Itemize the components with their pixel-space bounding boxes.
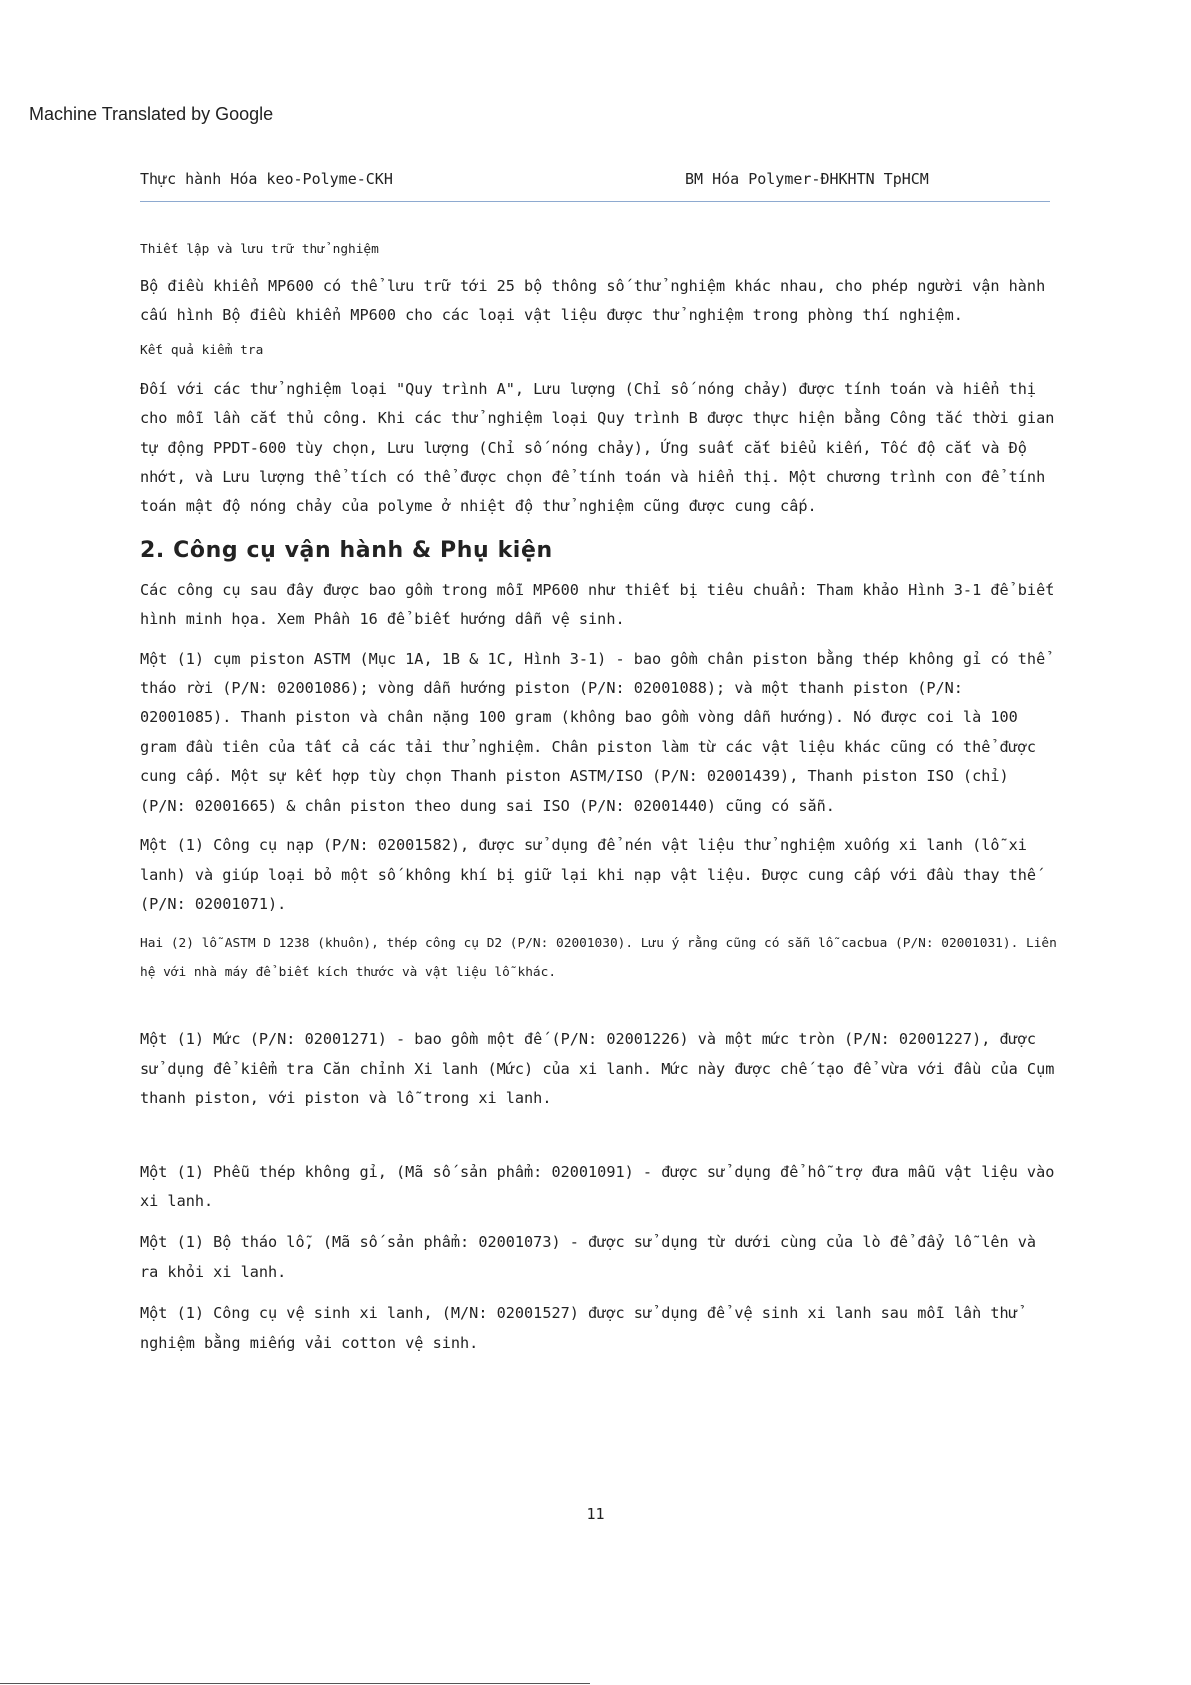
- cleaning-tool-paragraph: Một (1) Công cụ vệ sinh xi lanh, (M/N: 02001527) được sử dụng để vệ sinh xi lanh sau mỗi lần thử nghiệm bằng miếng vải cotton vệ sinh.: [140, 1304, 1018, 1352]
- running-header: [140, 170, 1050, 202]
- header-course-title: Thực hành Hóa keo-Polyme-CKH: [140, 170, 393, 188]
- bottom-divider: [0, 1683, 590, 1684]
- results-heading: Kết quả kiểm tra: [140, 342, 264, 358]
- results-paragraph: Đối với các thử nghiệm loại "Quy trình A", Lưu lượng (Chỉ số nóng chảy) được tính toán và hiển thị cho mỗi lần cắt thủ công. Khi các thử nghiệm loại Quy trình B được thực hiện bằng Công tắc thời gian tự động PPDT-600 tùy chọn, Lưu lượng (Chỉ số nóng chảy), Ứng suất cắt biểu kiến, Tốc độ cắt và Độ nhớt, và Lưu lượng thể tích có thể được chọn để tính toán và hiển thị. Một chương trình con để tính toán mật độ nóng chảy của polyme ở nhiệt độ thử nghiệm cũng được cung cấp.: [140, 379, 1055, 516]
- setup-heading: Thiết lập và lưu trữ thử nghiệm: [140, 242, 379, 257]
- machine-translation-banner: Machine Translated by Google: [29, 104, 274, 124]
- die-paragraph: Hai (2) lỗ ASTM D 1238 (khuôn), thép công cụ D2 (P/N: 02001030). Lưu ý rằng cũng có sẵn lỗ cacbua (P/N: 02001031). Liên hệ với nhà máy để biết kích thước và vật liệu lỗ khác.: [140, 936, 1057, 981]
- header-department: BM Hóa Polymer-ĐHKHTN TpHCM: [685, 170, 929, 188]
- charging-tool-paragraph: Một (1) Công cụ nạp (P/N: 02001582), được sử dụng để nén vật liệu thử nghiệm xuống xi lanh (lỗ xi lanh) và giúp loại bỏ một số không khí bị giữ lại khi nạp vật liệu. Được cung cấp với đầu thay thế (P/N: 02001071).: [140, 836, 1037, 913]
- piston-assembly-paragraph: Một (1) cụm piston ASTM (Mục 1A, 1B & 1C, Hình 3-1) - bao gồm chân piston bằng thép không gỉ có thể tháo rời (P/N: 02001086); vòng dẫn hướng piston (P/N: 02001088); và một thanh piston (P/N: 02001085). Thanh piston và chân nặng 100 gram (không bao gồm vòng dẫn hướng). Nó được coi là 100 gram đầu tiên của tất cả các tải thử nghiệm. Chân piston làm từ các vật liệu khác cũng có thể được cung cấp. Một sự kết hợp tùy chọn Thanh piston ASTM/ISO (P/N: 02001439), Thanh piston ISO (chỉ) (P/N: 02001665) & chân piston theo dung sai ISO (P/N: 02001440) cũng có sẵn.: [140, 649, 1046, 815]
- page-number: 11: [586, 1505, 605, 1523]
- section-title: 2. Công cụ vận hành & Phụ kiện: [140, 537, 553, 563]
- header-divider: [140, 201, 1050, 202]
- level-paragraph: Một (1) Mức (P/N: 02001271) - bao gồm một đế (P/N: 02001226) và một mức tròn (P/N: 02001227), được sử dụng để kiểm tra Căn chỉnh Xi lanh (Mức) của xi lanh. Mức này được chế tạo để vừa với đầu của Cụm thanh piston, với piston và lỗ trong xi lanh.: [140, 1030, 1055, 1108]
- intro-paragraph: Các công cụ sau đây được bao gồm trong mỗi MP600 như thiết bị tiêu chuẩn: Tham khảo Hình 3-1 để biết hình minh họa. Xem Phần 16 để biết hướng dẫn vệ sinh.: [140, 580, 1055, 629]
- page-body: [140, 240, 1060, 1358]
- setup-paragraph: Bộ điều khiển MP600 có thể lưu trữ tới 25 bộ thông số thử nghiệm khác nhau, cho phép người vận hành cấu hình Bộ điều khiển MP600 cho các loại vật liệu được thử nghiệm trong phòng thí nghiệm.: [140, 277, 1046, 325]
- funnel-paragraph: Một (1) Phễu thép không gỉ, (Mã số sản phẩm: 02001091) - được sử dụng để hỗ trợ đưa mẫu vật liệu vào xi lanh.: [140, 1162, 1055, 1210]
- die-remover-paragraph: Một (1) Bộ tháo lỗ, (Mã số sản phẩm: 02001073) - được sử dụng từ dưới cùng của lò để đẩy lỗ lên và ra khỏi xi lanh.: [140, 1233, 1037, 1281]
